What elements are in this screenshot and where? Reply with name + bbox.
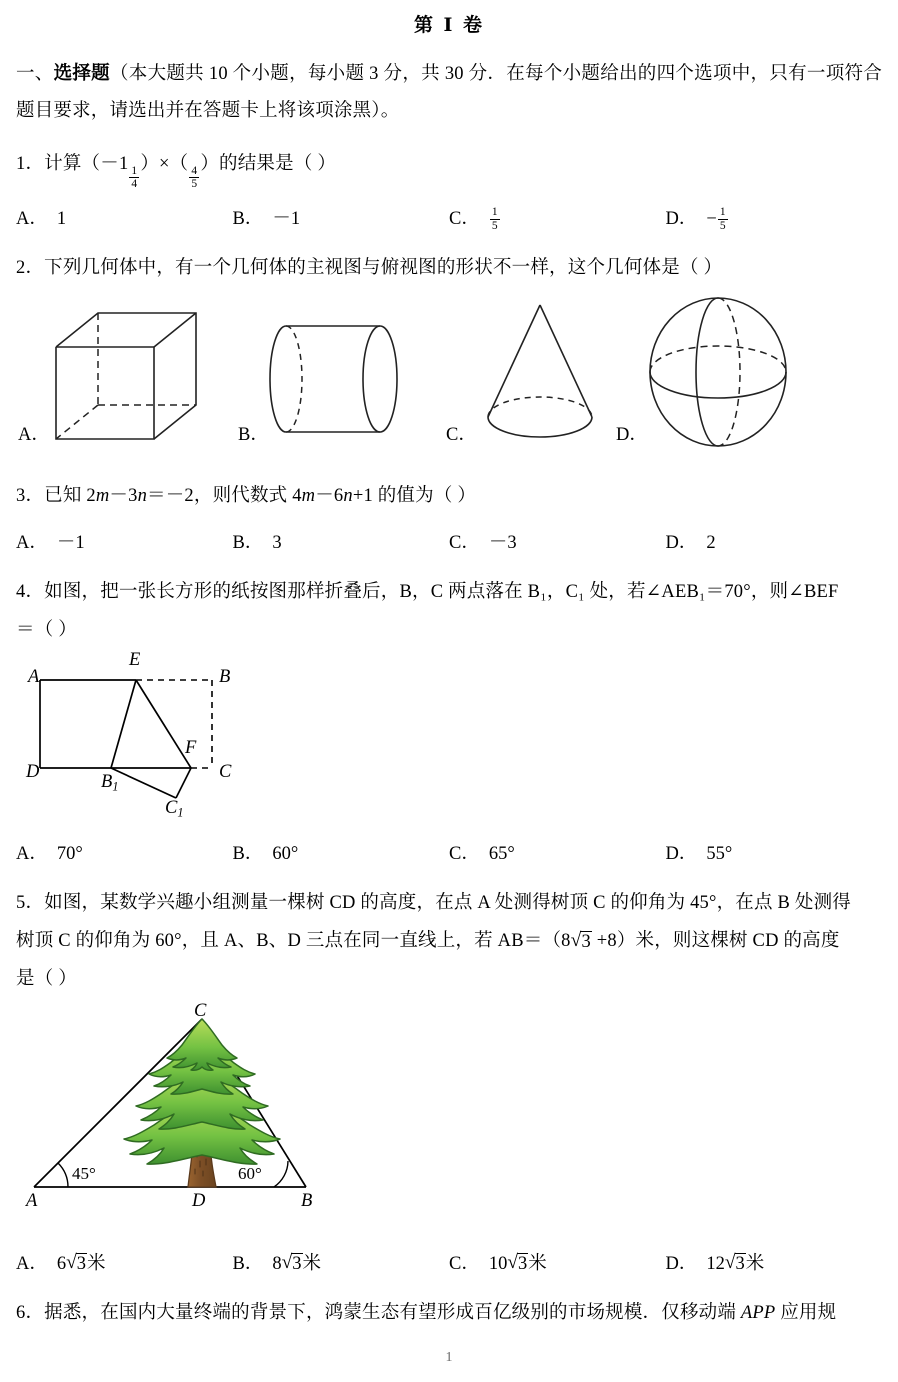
option-2-b-label[interactable]: B． bbox=[238, 425, 269, 446]
cuboid-icon bbox=[46, 299, 206, 449]
option-1-d-fraction: $\frac{1}{5}$ bbox=[719, 206, 726, 232]
vertex-label-B1: $B_1$ bbox=[101, 772, 119, 794]
question-5-stem-text3: 是（ ） bbox=[16, 969, 77, 990]
question-5-stem-text2a: 树顶 C 的仰角为 60°，且 A、B、D 三点在同一直线上，若 AB＝（8 bbox=[16, 931, 571, 952]
question-3-part-2: －3 bbox=[109, 486, 138, 507]
option-3-c[interactable] bbox=[449, 528, 666, 558]
option-4-a-value: 70° bbox=[56, 844, 83, 865]
option-1-c-fraction: $\frac{1}{5}$ bbox=[491, 206, 498, 232]
option-3-d[interactable] bbox=[666, 528, 883, 558]
question-4-stem-text1: ．如图，把一张长方形的纸按图那样折叠后，B，C 两点落在 B₁，C₁ 处，若∠AEB₁＝70°，则∠BEF bbox=[25, 582, 839, 603]
option-1-c[interactable] bbox=[449, 204, 666, 234]
question-3-part-0: ．已知 2 bbox=[25, 486, 96, 507]
option-5-a-unit: 米 bbox=[87, 1254, 106, 1275]
question-3-var-m2: m bbox=[301, 486, 316, 507]
question-5-stem-line3 bbox=[16, 961, 882, 997]
section-heading-bold: 选择题 bbox=[53, 64, 110, 84]
question-4-options bbox=[16, 839, 882, 869]
option-4-c-label: C． bbox=[449, 844, 480, 865]
sqrt-icon-stem: √ 3 bbox=[570, 930, 591, 953]
option-5-c[interactable] bbox=[449, 1249, 666, 1279]
question-1-stem-after: ）的结果是（ ） bbox=[200, 154, 337, 174]
question-3-options bbox=[16, 528, 882, 558]
option-5-d-coef: 12 bbox=[706, 1254, 725, 1275]
question-4-number: 4 bbox=[16, 582, 26, 603]
question-1-stem-before: ．计算（－1 bbox=[25, 154, 129, 174]
vertex-label-E: E bbox=[129, 650, 141, 671]
question-2-figure-row bbox=[16, 294, 882, 462]
question-3-part-6: －6 bbox=[315, 486, 344, 507]
question-2-number: 2 bbox=[16, 258, 26, 279]
question-3-number: 3 bbox=[16, 486, 26, 507]
question-3-stem bbox=[16, 478, 882, 514]
option-1-d-label: D． bbox=[665, 209, 698, 230]
option-3-a-value: －1 bbox=[56, 533, 85, 554]
section-heading bbox=[16, 56, 882, 130]
option-4-b[interactable] bbox=[233, 839, 450, 869]
question-5-stem-line1 bbox=[16, 885, 882, 921]
question-4-stem-text2: ＝（ ） bbox=[16, 620, 77, 641]
option-1-b[interactable] bbox=[233, 204, 450, 234]
question-2-stem bbox=[16, 250, 882, 286]
option-4-d-label: D． bbox=[665, 844, 698, 865]
question-3-part-4: ＝－2，则代数式 4 bbox=[147, 486, 302, 507]
question-1-fraction-two: $\frac{4}{5}$ bbox=[191, 164, 198, 190]
option-3-c-value: －3 bbox=[488, 533, 517, 554]
section-heading-prefix: 一、 bbox=[16, 64, 54, 84]
option-5-c-coef: 10 bbox=[488, 1254, 508, 1275]
vertex-label-C: C bbox=[219, 762, 232, 783]
option-1-b-label: B． bbox=[232, 209, 264, 230]
question-6-app-term: APP bbox=[740, 1303, 776, 1324]
option-4-d-value: 55° bbox=[706, 844, 733, 865]
sqrt-icon-b: √ 3 bbox=[281, 1251, 302, 1274]
question-1-stem bbox=[16, 146, 882, 190]
vertex-label-B: B bbox=[219, 667, 231, 688]
option-4-d[interactable] bbox=[666, 839, 883, 869]
vertex-label-D: D bbox=[26, 762, 40, 783]
question-4-stem-line1 bbox=[16, 574, 882, 610]
sqrt-icon-a: √ 3 bbox=[66, 1251, 87, 1274]
option-4-a[interactable] bbox=[16, 839, 233, 869]
question-6-stem-text1a: ．据悉，在国内大量终端的背景下，鸿蒙生态有望形成百亿级别的市场规模．仅移动端 bbox=[25, 1303, 741, 1324]
page-title: 第 I 卷 bbox=[413, 14, 485, 36]
question-6-number: 6 bbox=[16, 1303, 26, 1324]
tree-height-diagram bbox=[16, 1009, 336, 1224]
option-5-a-label: A． bbox=[16, 1254, 48, 1275]
option-1-b-value: －1 bbox=[272, 209, 301, 230]
option-2-a-label[interactable]: A． bbox=[18, 425, 50, 446]
option-5-b-label: B． bbox=[232, 1254, 264, 1275]
cylinder-icon bbox=[268, 312, 418, 447]
question-5-options bbox=[16, 1249, 882, 1279]
angle-label-45: 45° bbox=[72, 1164, 96, 1184]
question-5-figure bbox=[16, 1001, 882, 1241]
option-1-a-label: A． bbox=[16, 209, 48, 230]
question-1-number: 1 bbox=[16, 154, 26, 174]
page-content bbox=[0, 56, 898, 1331]
question-6-stem-text1b: 应用规 bbox=[775, 1303, 837, 1324]
vertex-label-C1: $C_1$ bbox=[165, 798, 184, 820]
option-3-b-value: 3 bbox=[272, 533, 282, 554]
option-4-b-value: 60° bbox=[272, 844, 299, 865]
question-5-stem-text2b: +8）米，则这棵树 CD 的高度 bbox=[591, 931, 840, 952]
question-6-stem-line1 bbox=[16, 1295, 882, 1331]
question-4-stem-line2 bbox=[16, 612, 882, 648]
option-5-d-label: D． bbox=[665, 1254, 698, 1275]
option-4-b-label: B． bbox=[232, 844, 264, 865]
option-5-a-coef: 6 bbox=[56, 1254, 67, 1275]
option-1-c-label: C． bbox=[449, 209, 480, 230]
question-3-var-m1: m bbox=[95, 486, 110, 507]
question-5-stem-text1: ．如图，某数学兴趣小组测量一棵树 CD 的高度，在点 A 处测得树顶 C 的仰角为 45°，在点 B 处测得 bbox=[25, 893, 851, 914]
option-5-d-unit: 米 bbox=[745, 1254, 765, 1275]
vertex-label-D-tree: D bbox=[192, 1191, 206, 1212]
option-5-b[interactable] bbox=[233, 1249, 450, 1279]
option-3-d-value: 2 bbox=[706, 533, 716, 554]
option-1-d-sign: − bbox=[706, 209, 717, 230]
option-3-d-label: D． bbox=[665, 533, 698, 554]
question-2-stem-text: ．下列几何体中，有一个几何体的主视图与俯视图的形状不一样，这个几何体是（ ） bbox=[25, 258, 723, 279]
question-4-figure bbox=[16, 650, 882, 833]
vertex-label-A-tree: A bbox=[26, 1191, 38, 1212]
option-1-d[interactable] bbox=[666, 204, 883, 234]
question-3-part-8: +1 的值为（ ） bbox=[352, 486, 477, 507]
option-5-c-label: C． bbox=[449, 1254, 480, 1275]
angle-label-60: 60° bbox=[238, 1164, 262, 1184]
option-5-a[interactable] bbox=[16, 1249, 233, 1279]
exam-page bbox=[0, 12, 898, 1382]
vertex-label-A: A bbox=[28, 667, 40, 688]
option-2-d-label[interactable]: D． bbox=[616, 425, 648, 446]
option-4-a-label: A． bbox=[16, 844, 48, 865]
question-5-number: 5 bbox=[16, 893, 26, 914]
vertex-label-F: F bbox=[185, 738, 197, 759]
option-3-b[interactable] bbox=[233, 528, 450, 558]
option-5-c-unit: 米 bbox=[528, 1254, 547, 1275]
option-3-a[interactable] bbox=[16, 528, 233, 558]
option-4-c[interactable] bbox=[449, 839, 666, 869]
cone-icon bbox=[474, 299, 624, 449]
option-1-a-value: 1 bbox=[56, 209, 67, 230]
option-3-c-label: C． bbox=[449, 533, 480, 554]
question-3-var-n2: n bbox=[343, 486, 353, 507]
sphere-icon bbox=[646, 296, 806, 451]
question-3-var-n1: n bbox=[137, 486, 148, 507]
vertex-label-C-tree: C bbox=[194, 1001, 207, 1022]
option-3-a-label: A． bbox=[16, 533, 48, 554]
vertex-label-B-tree: B bbox=[301, 1191, 313, 1212]
option-5-d[interactable] bbox=[666, 1249, 883, 1279]
question-1-options bbox=[16, 204, 882, 234]
question-5-stem-line2 bbox=[16, 923, 882, 959]
option-1-a[interactable] bbox=[16, 204, 233, 234]
sqrt-icon-c: √ 3 bbox=[507, 1251, 528, 1274]
option-4-c-value: 65° bbox=[488, 844, 515, 865]
question-1-mixed-fraction: $\frac{1}{4}$ bbox=[131, 164, 138, 190]
sqrt-icon-d: √ 3 bbox=[724, 1251, 745, 1274]
option-5-b-unit: 米 bbox=[302, 1254, 322, 1275]
option-3-b-label: B． bbox=[232, 533, 264, 554]
option-5-b-coef: 8 bbox=[272, 1254, 282, 1275]
section-heading-body: （本大题共 10 个小题，每小题 3 分，共 30 分．在每个小题给出的四个选项中，只有一项符合题目要求，请选出并在答题卡上将该项涂黑）。 bbox=[16, 64, 882, 121]
question-1-stem-mid: ）×（ bbox=[140, 154, 189, 174]
option-2-c-label[interactable]: C． bbox=[446, 425, 477, 446]
page-number: 1 bbox=[445, 1350, 453, 1365]
